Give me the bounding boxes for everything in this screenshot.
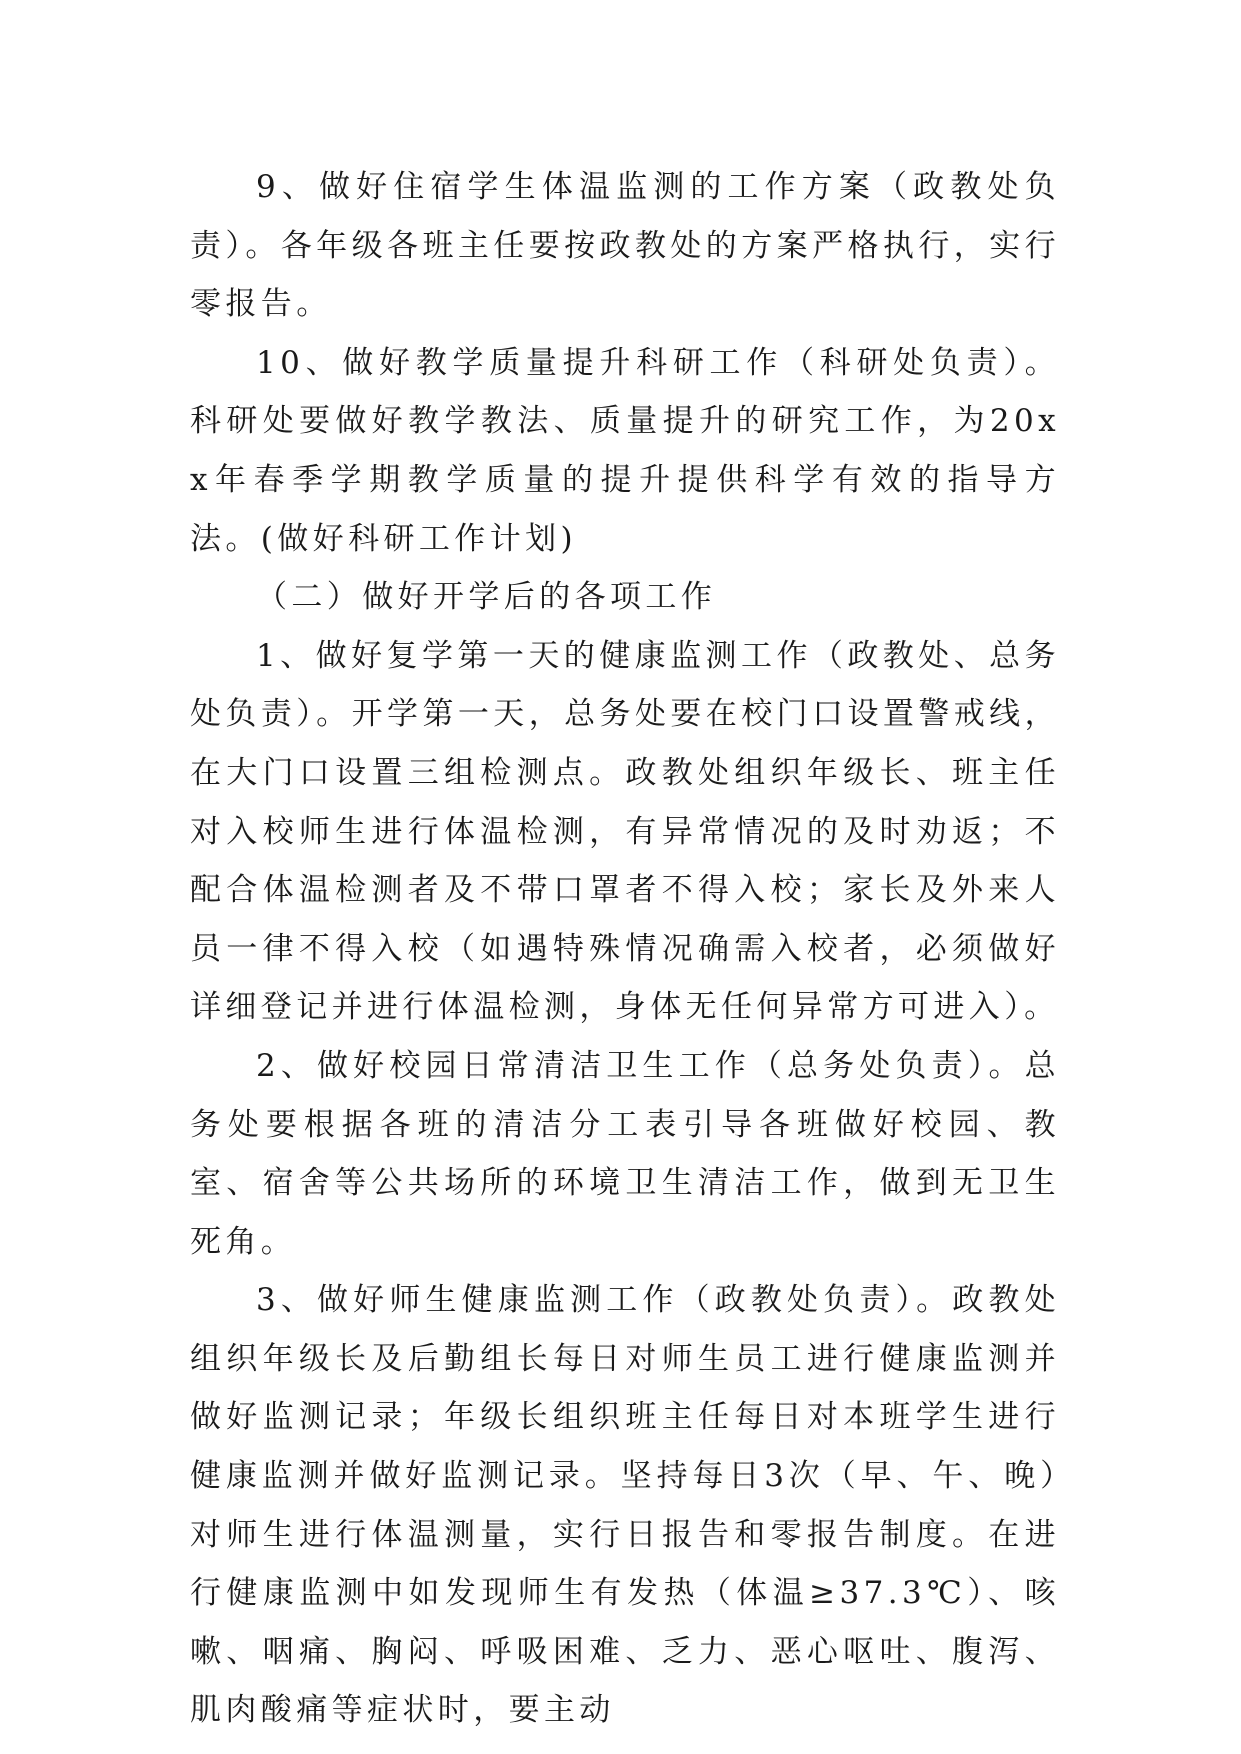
paragraph-item-1: 1、做好复学第一天的健康监测工作（政教处、总务处负责）。开学第一天，总务处要在校门口设置警戒线，在大门口设置三组检测点。政教处组织年级长、班主任对入校师生进行体温检测，有异常情况的及时劝返；不配合体温检测者及不带口罩者不得入校；家长及外来人员一律不得入校（如遇特殊情况确需入校者，必须做好详细登记并进行体温检测，身体无任何异常方可进入）。 (190, 637, 1060, 1026)
paragraph-item-10: 10、做好教学质量提升科研工作（科研处负责）。科研处要做好教学教法、质量提升的研究工作，为20xx年春季学期教学质量的提升提供科学有效的指导方法。(做好科研工作计划) (190, 344, 1060, 557)
paragraph-item-2: 2、做好校园日常清洁卫生工作（总务处负责）。总务处要根据各班的清洁分工表引导各班做好校园、教室、宿舍等公共场所的环境卫生清洁工作，做到无卫生死角。 (190, 1047, 1060, 1260)
section-heading: （二）做好开学后的各项工作 (256, 579, 717, 616)
paragraph-item-3: 3、做好师生健康监测工作（政教处负责）。政教处组织年级长及后勤组长每日对师生员工进行健康监测并做好监测记录；年级长组织班主任每日对本班学生进行健康监测并做好监测记录。坚持每日3次（早、午、晚）对师生进行体温测量，实行日报告和零报告制度。在进行健康监测中如发现师生有发热（体温≥37.3℃）、咳嗽、咽痛、胸闷、呼吸困难、乏力、恶心呕吐、腹泻、肌肉酸痛等症状时，要主动 (190, 1282, 1060, 1729)
paragraph-item-9: 9、做好住宿学生体温监测的工作方案（政教处负责）。各年级各班主任要按政教处的方案严格执行，实行零报告。 (190, 169, 1060, 323)
document-body (190, 158, 1060, 1740)
